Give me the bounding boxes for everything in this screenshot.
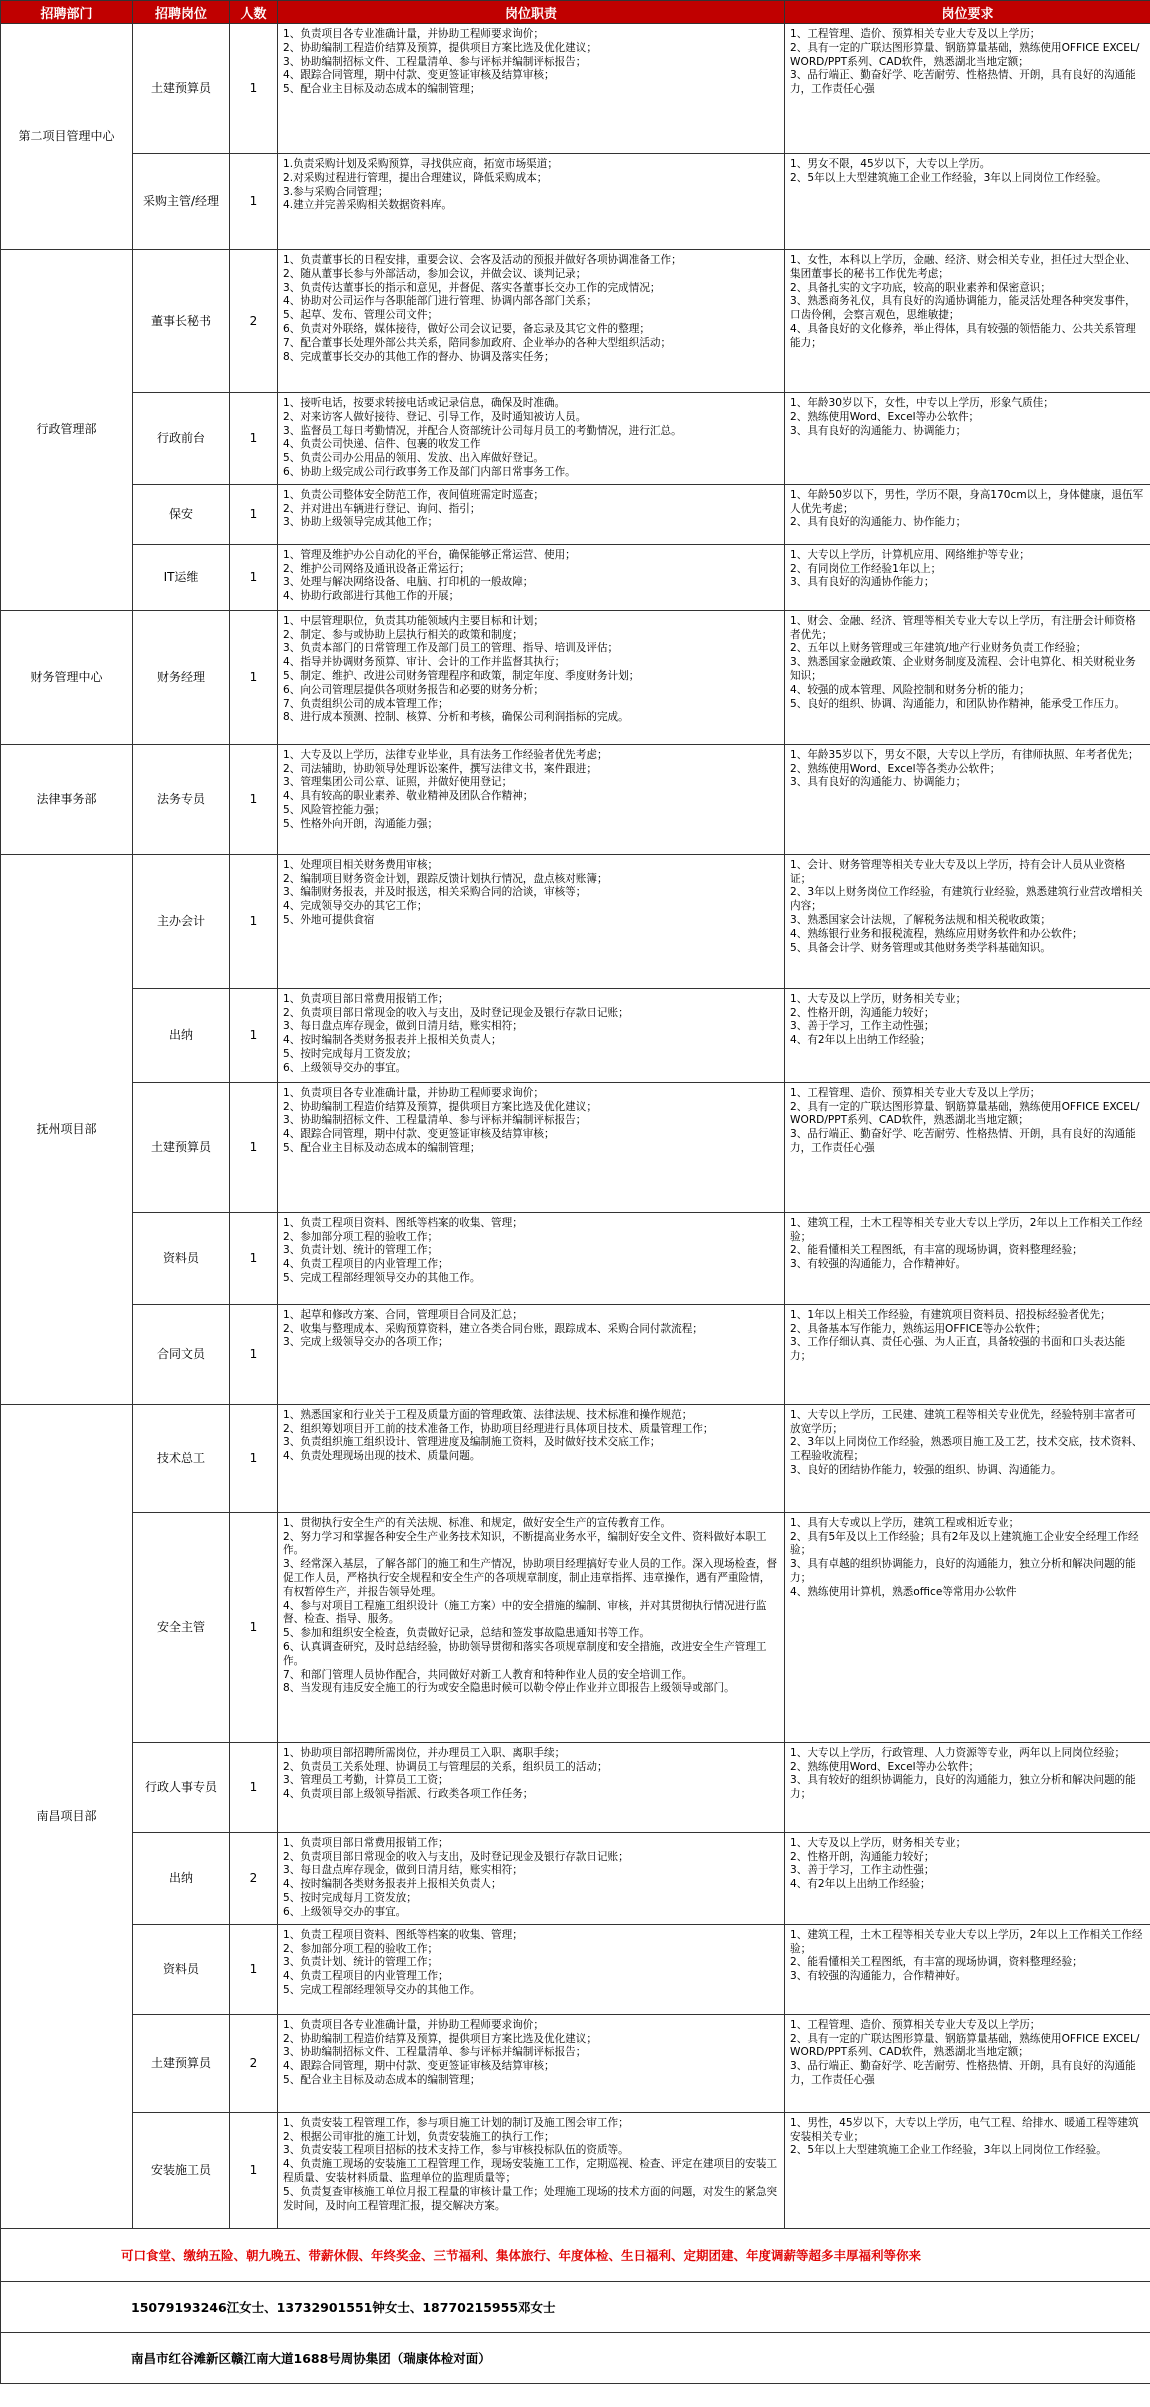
duty-line: 4、协助行政部进行其他工作的开展； [283,590,460,603]
requirements-cell [785,1512,1150,1742]
duty-line: 1、负责项目部日常费用报销工作； [283,1836,449,1849]
requirement-line: 2、3年以上财务岗位工作经验，有建筑行业经验，熟悉建筑行业营改增相关内容； [790,886,1143,913]
table-row [1,1742,1150,1832]
duty-line: 2、收集与整理成本、采购预算资料，建立各类合同台账，跟踪成本、采购合同付款流程； [283,1322,703,1335]
header-duties: 岗位职责 [278,1,785,24]
duty-line: 2.对采购过程进行管理，提出合理建议，降低采购成本； [283,171,548,184]
position-cell: 行政人事专员 [133,1742,230,1832]
duties-cell [278,2112,785,2228]
duty-line: 3、协助编制招标文件、工程量清单、参与评标并编制评标报告； [283,55,587,68]
duties-cell [278,154,785,250]
requirements-cell [785,1924,1150,2014]
requirements-cell [785,1742,1150,1832]
requirements-cell [785,2112,1150,2228]
duty-line: 1、协助项目部招聘所需岗位，并办理员工入职、离职手续； [283,1746,566,1759]
department-cell: 第二项目管理中心 [1,24,133,250]
duty-line: 3、每日盘点库存现金，做到日清月结，账实相符； [283,1020,523,1033]
duty-line: 1、贯彻执行安全生产的有关法规、标准、和规定，做好安全生产的宣传教育工作。 [283,1516,672,1529]
requirement-line: 1、财会、金融、经济、管理等相关专业大专以上学历，有注册会计师资格者优先； [790,614,1136,641]
requirements-cell [785,544,1150,610]
table-row [1,1924,1150,2014]
requirement-line: 2、性格开朗，沟通能力较好； [790,1006,935,1019]
duty-line: 5、外地可提供食宿 [283,913,375,926]
duties-cell [278,1082,785,1212]
requirements-cell [785,1832,1150,1924]
department-cell: 抚州项目部 [1,854,133,1404]
requirement-line: 2、熟练使用Word、Excel等办公软件； [790,410,980,423]
position-cell: 主办会计 [133,854,230,988]
duty-line: 3、完成上级领导交办的各项工作； [283,1336,449,1349]
requirement-line: 3、熟悉国家会计法规，了解税务法规和相关税收政策； [790,913,1051,926]
requirement-line: 2、具有良好的沟通能力、协作能力； [790,516,967,529]
duty-line: 1、管理及维护办公自动化的平台，确保能够正常运营、使用； [283,548,576,561]
duty-line: 4、跟踪合同管理，期中付款、变更签证审核及结算审核； [283,1128,555,1141]
address-text: 南昌市红谷滩新区赣江南大道1688号周协集团（瑞康体检对面） [1,2332,1150,2383]
position-cell: 法务专员 [133,744,230,854]
requirements-cell [785,1304,1150,1404]
table-row [1,2014,1150,2112]
requirements-cell [785,744,1150,854]
requirement-line: 1、年龄50岁以下，男性，学历不限，身高170cm以上，身体健康，退伍军人优先考虑； [790,488,1144,515]
requirement-line: 2、5年以上大型建筑施工企业工作经验，3年以上同岗位工作经验。 [790,2144,1107,2157]
header-requirements: 岗位要求 [785,1,1150,24]
duty-line: 4、负责公司快递、信件、包裹的收发工作 [283,438,481,451]
duty-line: 1、负责工程项目资料、图纸等档案的收集、管理； [283,1216,523,1229]
position-cell: 资料员 [133,1924,230,2014]
table-body [1,24,1150,2229]
duty-line: 2、参加部分项工程的验收工作； [283,1230,439,1243]
requirement-line: 3、品行端正、勤奋好学、吃苦耐劳、性格热情、开朗，具有良好的沟通能力，工作责任心强 [790,2060,1136,2086]
duties-cell [278,544,785,610]
requirement-line: 3、熟悉商务礼仪，具有良好的沟通协调能力，能灵活处理各种突发事件，口齿伶俐，会察言观色，思维敏捷； [790,295,1136,322]
requirement-line: 1、1年以上相关工作经验，有建筑项目资料员、招投标经验者优先； [790,1308,1111,1321]
requirement-line: 3、善于学习，工作主动性强； [790,1020,935,1033]
count-cell: 1 [230,1742,278,1832]
table-row [1,610,1150,744]
requirement-line: 1、工程管理、造价、预算相关专业大专及以上学历； [790,2018,1041,2031]
position-cell: 土建预算员 [133,24,230,154]
requirement-line: 5、具备会计学、财务管理或其他财务类学科基础知识。 [790,941,1051,954]
header-dept: 招聘部门 [1,1,133,24]
duty-line: 1、熟悉国家和行业关于工程及质量方面的管理政策、法律法规、技术标准和操作规范； [283,1408,693,1421]
duty-line: 3、编制财务报表，并及时报送，相关采购合同的洽谈，审核等； [283,886,587,899]
requirement-line: 2、具备扎实的文字功底，较高的职业素养和保密意识； [790,281,1051,294]
table-row [1,2112,1150,2228]
table-row [1,1304,1150,1404]
duties-cell [278,2014,785,2112]
requirement-line: 1、会计、财务管理等相关专业大专及以上学历，持有会计人员从业资格证； [790,858,1126,885]
duty-line: 8、当发现有违反安全施工的行为或安全隐患时候可以勒令停止作业并立即报告上级领导或部门。 [283,1682,735,1695]
requirements-cell [785,154,1150,250]
requirement-line: 3、具有良好的沟通能力、协调能力； [790,424,967,437]
requirements-cell [785,484,1150,544]
requirement-line: 2、具有一定的广联达图形算量、钢筋算量基础，熟练使用OFFICE EXCEL/WORD/PPT系列、CAD软件，熟悉湖北当地定额； [790,41,1140,68]
duty-line: 6、认真调查研究，及时总结经验，协助领导贯彻和落实各项规章制度和安全措施，改进安全生产管理工作。 [283,1640,767,1667]
department-cell: 财务管理中心 [1,610,133,744]
duty-line: 2、并对进出车辆进行登记、询问、指引； [283,502,481,515]
duty-line: 6、上级领导交办的事宜。 [283,1061,407,1074]
requirement-line: 3、有较强的沟通能力，合作精神好。 [790,1258,967,1271]
position-cell: 采购主管/经理 [133,154,230,250]
duty-line: 4、负责工程项目的内业管理工作； [283,1258,449,1271]
table-row [1,24,1150,154]
duty-line: 2、随从董事长参与外部活动，参加会议，并做会议、谈判记录； [283,267,587,280]
duties-cell [278,1404,785,1512]
requirement-line: 1、大专以上学历，工民建、建筑工程等相关专业优先，经验特别丰富者可放宽学历； [790,1408,1136,1435]
count-cell: 1 [230,1924,278,2014]
count-cell: 2 [230,250,278,393]
requirement-line: 1、大专及以上学历，财务相关专业； [790,1836,967,1849]
duty-line: 5、完成工程部经理领导交办的其他工作。 [283,1983,481,1996]
contact-text: 15079193246江女士、13732901551钟女士、18770215955邓女士 [1,2281,1150,2332]
requirement-line: 1、建筑工程，土木工程等相关专业大专以上学历，2年以上工作相关工作经验； [790,1928,1143,1955]
requirement-line: 1、具有大专或以上学历，建筑工程或相近专业； [790,1516,1020,1529]
requirement-line: 5、良好的组织、协调、沟通能力，和团队协作精神，能承受工作压力。 [790,697,1126,710]
position-cell: 资料员 [133,1212,230,1304]
duty-line: 6、负责对外联络，媒体接待，做好公司会议记要，备忘录及其它文件的整理； [283,322,650,335]
duties-cell [278,1742,785,1832]
duty-line: 8、完成董事长交办的其他工作的督办、协调及落实任务； [283,350,555,363]
department-cell: 行政管理部 [1,250,133,611]
requirement-line: 2、具有5年及以上工作经验；具有2年及以上建筑施工企业安全经理工作经验； [790,1530,1139,1557]
requirements-cell [785,610,1150,744]
duty-line: 7、负责组织公司的成本管理工作； [283,697,449,710]
requirement-line: 3、良好的团结协作能力，较强的组织、协调、沟通能力。 [790,1463,1062,1476]
table-row [1,1212,1150,1304]
table-row [1,1404,1150,1512]
requirement-line: 2、具有一定的广联达图形算量、钢筋算量基础，熟练使用OFFICE EXCEL/WORD/PPT系列、CAD软件，熟悉湖北当地定额； [790,2032,1140,2059]
duty-line: 2、负责项目部日常现金的收入与支出，及时登记现金及银行存款日记账； [283,1006,629,1019]
header-row [1,1,1150,24]
duty-line: 3、负责组织施工组织设计、管理进度及编制施工资料，及时做好技术交底工作； [283,1436,661,1449]
requirement-line: 1、大专及以上学历，财务相关专业； [790,992,967,1005]
requirement-line: 1、工程管理、造价、预算相关专业大专及以上学历； [790,28,1041,40]
position-cell: 出纳 [133,1832,230,1924]
duty-line: 5、配合业主目标及动态成本的编制管理； [283,1141,481,1154]
table-row [1,484,1150,544]
requirement-line: 2、具有一定的广联达图形算量、钢筋算量基础，熟练使用OFFICE EXCEL/WORD/PPT系列、CAD软件，熟悉湖北当地定额； [790,1100,1140,1127]
count-cell: 1 [230,1512,278,1742]
requirement-line: 4、熟练使用计算机，熟悉office等常用办公软件 [790,1585,1017,1598]
position-cell: 安装施工员 [133,2112,230,2228]
count-cell: 1 [230,544,278,610]
duties-cell [278,988,785,1082]
duty-line: 1、起草和修改方案、合同，管理项目合同及汇总； [283,1308,523,1321]
header-position: 招聘岗位 [133,1,230,24]
duty-line: 4、负责施工现场的安装施工工程管理工作，现场安装施工工作，定期巡视、检查、评定在建项目的安装工程质量、安装材料质量、监理单位的监理质量等； [283,2158,778,2184]
count-cell: 1 [230,988,278,1082]
requirement-line: 1、男性，45岁以下，大专以上学历，电气工程、给排水、暖通工程等建筑安装相关专业； [790,2116,1139,2143]
duties-cell [278,24,785,154]
duties-cell [278,610,785,744]
position-cell: 财务经理 [133,610,230,744]
requirement-line: 2、能看懂相关工程图纸，有丰富的现场协调，资料整理经验； [790,1244,1083,1257]
requirement-line: 3、品行端正、勤奋好学、吃苦耐劳、性格热情、开朗，具有良好的沟通能力，工作责任心强 [790,69,1136,96]
table-row [1,250,1150,393]
duty-line: 5、制定、维护、改进公司财务管理程序和政策，制定年度、季度财务计划； [283,669,640,682]
duty-line: 5、负责公司办公用品的领用、发放、出入库做好登记。 [283,452,544,465]
duties-cell [278,393,785,485]
duty-line: 5、参加和组织安全检查，负责做好记录，总结和签发事故隐患通知书等工作。 [283,1627,650,1640]
department-cell: 法律事务部 [1,744,133,854]
duty-line: 4.建立并完善采购相关数据资料库。 [283,199,453,212]
duty-line: 5、性格外向开朗，沟通能力强； [283,817,439,830]
duty-line: 3、每日盘点库存现金，做到日清月结，账实相符； [283,1864,523,1877]
duty-line: 2、协助编制工程造价结算及预算，提供项目方案比选及优化建议； [283,2032,597,2045]
duty-line: 5、按时完成每月工资发放； [283,1891,417,1904]
requirement-line: 4、有2年以上出纳工作经验； [790,1034,931,1047]
duty-line: 3、协助上级领导完成其他工作； [283,516,439,529]
duty-line: 5、负责复查审核施工单位月报工程量的审核计量工作；处理施工现场的技术方面的问题，对发生的紧急突发时间，及时向工程管理汇报，提交解决方案。 [283,2185,778,2212]
duty-line: 2、维护公司网络及通讯设备正常运行； [283,562,470,575]
count-cell: 1 [230,24,278,154]
duty-line: 4、负责工程项目的内业管理工作； [283,1970,449,1983]
duty-line: 1、负责工程项目资料、图纸等档案的收集、管理； [283,1928,523,1941]
duty-line: 5、完成工程部经理领导交办的其他工作。 [283,1271,481,1284]
requirement-line: 2、性格开朗，沟通能力较好； [790,1850,935,1863]
duty-line: 4、按时编制各类财务报表并上报相关负责人； [283,1034,502,1047]
duty-line: 2、根据公司审批的施工计划，负责安装施工的执行工作； [283,2130,555,2143]
duty-line: 8、进行成本预测、控制、核算、分析和考核，确保公司利润指标的完成。 [283,711,629,724]
position-cell: 土建预算员 [133,2014,230,2112]
table-row [1,988,1150,1082]
duty-line: 2、负责项目部日常现金的收入与支出，及时登记现金及银行存款日记账； [283,1850,629,1863]
duty-line: 4、协助对公司运作与各职能部门进行管理、协调内部各部门关系； [283,295,597,308]
duty-line: 6、协助上级完成公司行政事务工作及部门内部日常事务工作。 [283,465,576,478]
duty-line: 3、负责安装工程项目招标的技术支持工作，参与审核投标队伍的资质等。 [283,2144,629,2157]
duty-line: 3、负责计划、统计的管理工作； [283,1244,439,1257]
duty-line: 4、跟踪合同管理，期中付款、变更签证审核及结算审核； [283,2060,555,2073]
requirement-line: 2、具备基本写作能力，熟练运用OFFICE等办公软件； [790,1322,1047,1335]
requirement-line: 3、具有良好的沟通能力、协调能力； [790,776,967,789]
duty-line: 3、经常深入基层，了解各部门的施工和生产情况，协助项目经理搞好专业人员的工作。深入现场检查，督促工作人员，严格执行安全规程和安全生产的各项规章制度，制止违章指挥、违章操作，遇有严重险情，有权暂停生产，并报告领导处理。 [283,1558,778,1598]
duty-line: 5、风险管控能力强； [283,803,386,816]
duties-cell [278,1304,785,1404]
requirements-cell [785,1404,1150,1512]
requirement-line: 2、熟练使用Word、Excel等各类办公软件； [790,762,1001,775]
duty-line: 3、负责传达董事长的指示和意见，并督促、落实各董事长交办工作的完成情况； [283,281,661,294]
duty-line: 3、协助编制招标文件、工程量清单、参与评标并编制评标报告； [283,2046,587,2059]
requirements-cell [785,250,1150,393]
count-cell: 2 [230,1832,278,1924]
position-cell: 土建预算员 [133,1082,230,1212]
position-cell: IT运维 [133,544,230,610]
table-row [1,744,1150,854]
count-cell: 1 [230,1304,278,1404]
count-cell: 1 [230,610,278,744]
requirement-line: 1、工程管理、造价、预算相关专业大专及以上学历； [790,1086,1041,1099]
count-cell: 1 [230,1404,278,1512]
position-cell: 保安 [133,484,230,544]
department-cell: 南昌项目部 [1,1404,133,2228]
benefits-text: 可口食堂、缴纳五险、朝九晚五、带薪休假、年终奖金、三节福利、集体旅行、年度体检、生日福利、定期团建、年度调薪等超多丰厚福利等你来 [1,2228,1150,2281]
count-cell: 1 [230,484,278,544]
requirement-line: 1、大专以上学历，行政管理、人力资源等专业，两年以上同岗位经验； [790,1746,1126,1759]
requirement-line: 3、有较强的沟通能力，合作精神好。 [790,1970,967,1983]
duty-line: 4、具有较高的职业素养、敬业精神及团队合作精神； [283,790,534,803]
duty-line: 3、管理集团公司公章、证照，并做好使用登记； [283,776,513,789]
duty-line: 2、负责员工关系处理、协调员工与管理层的关系，组织员工的活动； [283,1760,608,1773]
requirement-line: 3、善于学习，工作主动性强； [790,1864,935,1877]
duty-line: 1、负责董事长的日程安排，重要会议、会客及活动的预报并做好各项协调准备工作； [283,254,682,266]
requirement-line: 3、具有良好的沟通协作能力； [790,576,935,589]
requirement-line: 3、具有卓越的组织协调能力，良好的沟通能力，独立分析和解决问题的能力； [790,1558,1136,1584]
duty-line: 1、处理项目相关财务费用审核； [283,858,439,871]
requirement-line: 1、建筑工程，土木工程等相关专业大专以上学历，2年以上工作相关工作经验； [790,1216,1143,1243]
duty-line: 2、组织筹划项目开工前的技术准备工作，协助项目经理进行具体项目技术、质量管理工作； [283,1422,714,1435]
duty-line: 1、负责项目各专业准确计量，并协助工程师要求询价； [283,2018,544,2031]
duty-line: 5、起草、发布、管理公司文件； [283,309,439,322]
requirement-line: 4、熟练银行业务和报税流程，熟练应用财务软件和办公软件； [790,927,1083,940]
duty-line: 2、参加部分项工程的验收工作； [283,1942,439,1955]
requirement-line: 2、5年以上大型建筑施工企业工作经验，3年以上同岗位工作经验。 [790,171,1107,184]
requirements-cell [785,854,1150,988]
duty-line: 1、负责项目部日常费用报销工作； [283,992,449,1005]
requirement-line: 3、品行端正、勤奋好学、吃苦耐劳、性格热情、开朗，具有良好的沟通能力，工作责任心强 [790,1128,1136,1154]
duty-line: 4、负责处理现场出现的技术、质量问题。 [283,1450,481,1463]
duties-cell [278,1832,785,1924]
count-cell: 2 [230,2014,278,2112]
requirement-line: 3、熟悉国家金融政策、企业财务制度及流程、会计电算化、相关财税业务知识； [790,656,1136,682]
requirements-cell [785,988,1150,1082]
position-cell: 行政前台 [133,393,230,485]
duty-line: 1、负责安装工程管理工作，参与项目施工计划的制订及施工图会审工作； [283,2116,629,2129]
count-cell: 1 [230,2112,278,2228]
requirements-cell [785,393,1150,485]
duty-line: 1、接听电话，按要求转接电话或记录信息，确保及时准确。 [283,397,566,409]
requirements-cell [785,1082,1150,1212]
requirement-line: 4、具备良好的文化修养，举止得体，具有较强的领悟能力、公共关系管理能力； [790,322,1136,349]
duty-line: 1、负责项目各专业准确计量，并协助工程师要求询价； [283,1086,544,1099]
duty-line: 5、配合业主目标及动态成本的编制管理； [283,2073,481,2086]
duty-line: 3、负责计划、统计的管理工作； [283,1956,439,1969]
duty-line: 2、努力学习和掌握各种安全生产业务技术知识，不断提高业务水平，编制好安全文件、资料做好本职工作。 [283,1530,767,1557]
duty-line: 4、指导并协调财务预算、审计、会计的工作并监督其执行； [283,656,566,669]
duty-line: 3、管理员工考勤，计算员工工资； [283,1774,449,1787]
requirement-line: 2、3年以上同岗位工作经验，熟悉项目施工及工艺，技术交底，技术资料、工程验收流程； [790,1436,1143,1463]
duties-cell [278,854,785,988]
duties-cell [278,484,785,544]
requirement-line: 1、大专以上学历，计算机应用、网络维护等专业； [790,548,1030,561]
benefits-row [1,2228,1150,2281]
requirements-cell [785,24,1150,154]
duty-line: 3、监督员工每日考勤情况，并配合人资部统计公司每月员工的考勤情况，进行汇总。 [283,424,682,437]
address-row [1,2332,1150,2383]
duties-cell [278,744,785,854]
position-cell: 出纳 [133,988,230,1082]
duty-line: 4、按时编制各类财务报表并上报相关负责人； [283,1878,502,1891]
duty-line: 1、负责项目各专业准确计量，并协助工程师要求询价； [283,28,544,40]
table-row [1,1832,1150,1924]
table-row [1,544,1150,610]
duty-line: 3、处理与解决网络设备、电脑、打印机的一般故障； [283,576,534,589]
duty-line: 3.参与采购合同管理； [283,185,389,198]
duty-line: 3、协助编制招标文件、工程量清单、参与评标并编制评标报告； [283,1114,587,1127]
requirements-cell [785,1212,1150,1304]
duty-line: 6、向公司管理层提供各项财务报告和必要的财务分析； [283,683,544,696]
duty-line: 1、中层管理职位，负责其功能领域内主要目标和计划； [283,614,544,627]
requirement-line: 2、五年以上财务管理或三年建筑/地产行业财务负责工作经验； [790,642,1087,655]
duties-cell [278,1212,785,1304]
duty-line: 1、负责公司整体安全防范工作，夜间值班需定时巡查； [283,488,544,501]
duty-line: 3、负责本部门的日常管理工作及部门员工的管理、指导、培训及评估； [283,642,619,655]
requirement-line: 3、工作仔细认真、责任心强、为人正直，具备较强的书面和口头表达能力； [790,1336,1126,1363]
duty-line: 5、按时完成每月工资发放； [283,1047,417,1060]
requirement-line: 1、年龄35岁以下，男女不限，大专以上学历，有律师执照、年考者优先； [790,748,1139,761]
header-count: 人数 [230,1,278,24]
requirement-line: 1、男女不限，45岁以下，大专以上学历。 [790,158,991,170]
duty-line: 7、配合董事长处理外部公共关系，陪同参加政府、企业举办的各种大型组织活动； [283,336,672,349]
duty-line: 1.负责采购计划及采购预算，寻找供应商，拓宽市场渠道； [283,158,558,170]
table-row [1,1512,1150,1742]
count-cell: 1 [230,154,278,250]
table-row [1,854,1150,988]
duty-line: 4、完成领导交办的其它工作； [283,900,428,913]
count-cell: 1 [230,1212,278,1304]
duty-line: 4、参与对项目工程施工组织设计（施工方案）中的安全措施的编制、审核，并对其贯彻执行情况进行监督、检查、指导、服务。 [283,1599,767,1626]
requirement-line: 2、熟练使用Word、Excel等办公软件； [790,1760,980,1773]
requirement-line: 2、能看懂相关工程图纸，有丰富的现场协调，资料整理经验； [790,1956,1083,1969]
duty-line: 6、上级领导交办的事宜。 [283,1905,407,1918]
duty-line: 7、和部门管理人员协作配合，共同做好对新工人教育和特种作业人员的安全培训工作。 [283,1668,693,1681]
duties-cell [278,1512,785,1742]
requirement-line: 1、女性，本科以上学历，金融、经济、财会相关专业，担任过大型企业、集团董事长的秘书工作优先考虑； [790,254,1136,280]
duty-line: 4、负责项目部上级领导指派、行政类各项工作任务； [283,1788,534,1801]
duty-line: 5、配合业主目标及动态成本的编制管理； [283,83,481,96]
duty-line: 1、大专及以上学历，法律专业毕业，具有法务工作经验者优先考虑； [283,748,608,761]
requirement-line: 1、年龄30岁以下，女性，中专以上学历，形象气质佳； [790,397,1054,409]
duty-line: 2、对来访客人做好接待、登记、引导工作，及时通知被访人员。 [283,410,587,423]
contact-row [1,2281,1150,2332]
requirement-line: 2、有同岗位工作经验1年以上； [790,562,942,575]
count-cell: 1 [230,393,278,485]
duty-line: 4、跟踪合同管理，期中付款、变更签证审核及结算审核； [283,69,555,82]
requirement-line: 4、较强的成本管理、风险控制和财务分析的能力； [790,683,1030,696]
duty-line: 2、协助编制工程造价结算及预算，提供项目方案比选及优化建议； [283,41,597,54]
position-cell: 董事长秘书 [133,250,230,393]
requirements-cell [785,2014,1150,2112]
duties-cell [278,1924,785,2014]
table-row [1,154,1150,250]
count-cell: 1 [230,1082,278,1212]
position-cell: 合同文员 [133,1304,230,1404]
position-cell: 技术总工 [133,1404,230,1512]
table-row [1,1082,1150,1212]
count-cell: 1 [230,744,278,854]
duties-cell [278,250,785,393]
duty-line: 2、编制项目财务资金计划，跟踪反馈计划执行情况，盘点核对账簿； [283,872,608,885]
table-row [1,393,1150,485]
position-cell: 安全主管 [133,1512,230,1742]
requirement-line: 3、具有较好的组织协调能力，良好的沟通能力，独立分析和解决问题的能力； [790,1774,1136,1801]
requirement-line: 4、有2年以上出纳工作经验； [790,1878,931,1891]
duty-line: 2、协助编制工程造价结算及预算，提供项目方案比选及优化建议； [283,1100,597,1113]
duty-line: 2、司法辅助，协助领导处理诉讼案件，撰写法律文书，案件跟进； [283,762,597,775]
duty-line: 2、制定、参与或协助上层执行相关的政策和制度； [283,628,523,641]
count-cell: 1 [230,854,278,988]
